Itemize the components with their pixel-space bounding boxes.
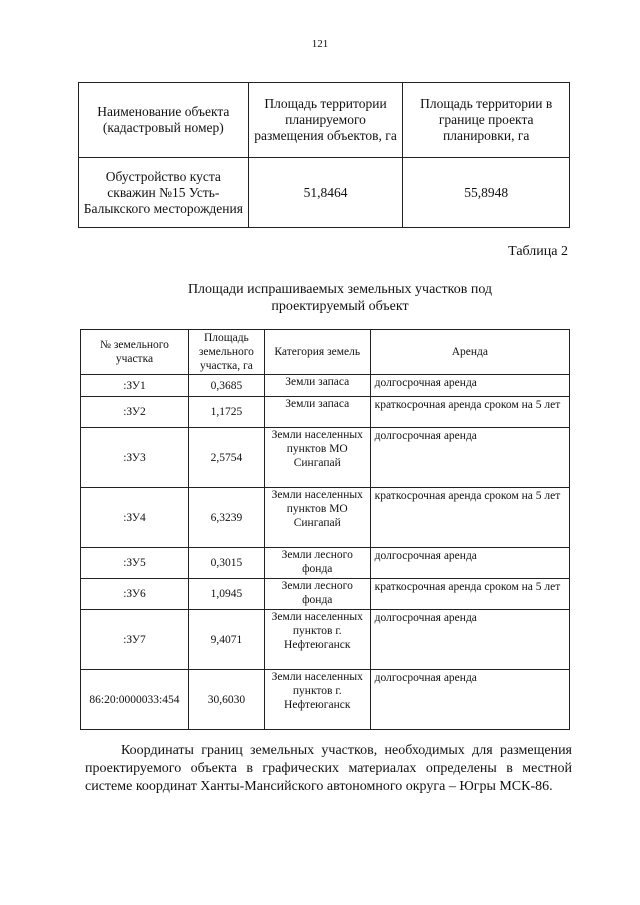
column-header-project-area: Площадь территории в границе проекта планировки, га: [403, 83, 570, 158]
table-row: [81, 397, 570, 428]
plot-area-cell: 0,3685: [188, 375, 264, 397]
lease-cell: долгосрочная аренда: [370, 670, 569, 730]
land-category-cell: Земли запаса: [264, 397, 370, 428]
plot-area-cell: 0,3015: [188, 548, 264, 579]
page-number: 121: [311, 38, 329, 50]
column-header-object-name: Наименование объекта (кадастровый номер): [79, 83, 249, 158]
table-row: [81, 428, 570, 488]
plot-area-cell: 1,1725: [188, 397, 264, 428]
lease-cell: долгосрочная аренда: [370, 548, 569, 579]
table-header-row: [79, 83, 570, 158]
table-row: [81, 610, 570, 670]
coordinates-paragraph: Координаты границ земельных участков, необходимых для размещения проектируемого объекта в графических материалах определены в местной системе координат Ханты-Мансийского автономного округа – Югры МСК-86.: [85, 743, 572, 794]
lease-cell: краткосрочная аренда сроком на 5 лет: [370, 397, 569, 428]
table-row: [81, 670, 570, 730]
land-category-cell: Земли запаса: [264, 375, 370, 397]
plot-number-cell: :ЗУ2: [81, 397, 189, 428]
plot-area-cell: 30,6030: [188, 670, 264, 730]
table-header-row: [81, 330, 570, 375]
plot-number-cell: :ЗУ4: [81, 488, 189, 548]
plot-number-cell: :ЗУ1: [81, 375, 189, 397]
object-name-cell: Обустройство куста скважин №15 Усть-Балыкского месторождения: [79, 158, 249, 228]
land-plots-table: [80, 329, 570, 730]
lease-cell: долгосрочная аренда: [370, 375, 569, 397]
table-row: [81, 375, 570, 397]
lease-cell: долгосрочная аренда: [370, 428, 569, 488]
column-header-land-category: Категория земель: [264, 330, 370, 375]
plot-number-cell: 86:20:0000033:454: [81, 670, 189, 730]
column-header-lease: Аренда: [370, 330, 569, 375]
project-area-cell: 55,8948: [403, 158, 570, 228]
column-header-plot-number: № земельного участка: [81, 330, 189, 375]
land-category-cell: Земли населенных пунктов г. Нефтеюганск: [264, 670, 370, 730]
column-header-plot-area: Площадь земельного участка, га: [188, 330, 264, 375]
table-label: Таблица 2: [508, 244, 568, 259]
table-row: [79, 158, 570, 228]
plot-number-cell: :ЗУ5: [81, 548, 189, 579]
plot-number-cell: :ЗУ3: [81, 428, 189, 488]
lease-cell: долгосрочная аренда: [370, 610, 569, 670]
land-category-cell: Земли населенных пунктов МО Сингапай: [264, 488, 370, 548]
plot-area-cell: 1,0945: [188, 579, 264, 610]
land-category-cell: Земли лесного фонда: [264, 548, 370, 579]
plot-area-cell: 2,5754: [188, 428, 264, 488]
plot-area-cell: 9,4071: [188, 610, 264, 670]
table-row: [81, 488, 570, 548]
placement-area-cell: 51,8464: [248, 158, 403, 228]
table-title: Площади испрашиваемых земельных участков под проектируемый объект: [187, 282, 493, 314]
land-category-cell: Земли лесного фонда: [264, 579, 370, 610]
land-category-cell: Земли населенных пунктов МО Сингапай: [264, 428, 370, 488]
table-row: [81, 579, 570, 610]
column-header-placement-area: Площадь территории планируемого размещения объектов, га: [248, 83, 403, 158]
lease-cell: краткосрочная аренда сроком на 5 лет: [370, 579, 569, 610]
table-row: [81, 548, 570, 579]
plot-number-cell: :ЗУ7: [81, 610, 189, 670]
lease-cell: краткосрочная аренда сроком на 5 лет: [370, 488, 569, 548]
objects-area-table: [78, 82, 570, 228]
plot-area-cell: 6,3239: [188, 488, 264, 548]
land-category-cell: Земли населенных пунктов г. Нефтеюганск: [264, 610, 370, 670]
plot-number-cell: :ЗУ6: [81, 579, 189, 610]
